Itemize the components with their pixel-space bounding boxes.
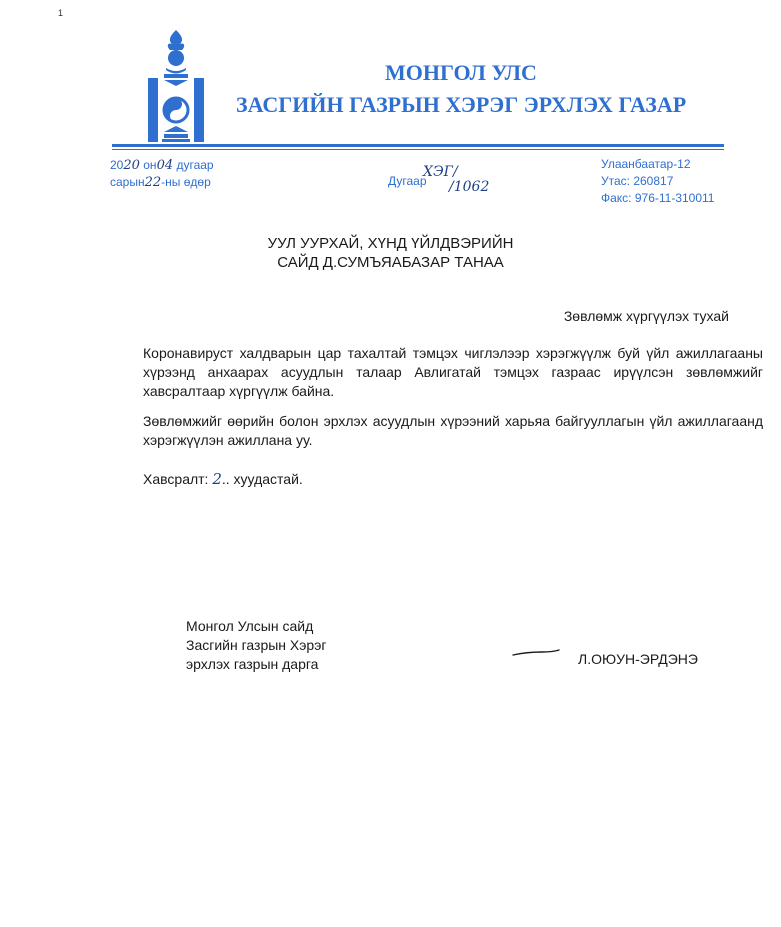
day-handwritten: 22: [144, 175, 162, 190]
addressee-line-2: САЙД Д.СУМЪЯАБАЗАР ТАНАА: [277, 254, 504, 271]
letter-subject: Зөвлөмж хүргүүлэх тухай: [563, 308, 729, 324]
letterhead-rule-thick: [112, 144, 724, 147]
month-suffix-label: сарын: [110, 175, 145, 189]
signer-name: Л.ОЮУН-ЭРДЭНЭ: [578, 651, 698, 667]
handwritten-signature: [512, 646, 560, 660]
year-handwritten: 20: [123, 158, 140, 173]
attachment-suffix: .. хуудастай.: [221, 471, 303, 487]
month-label: дугаар: [176, 158, 214, 172]
reference-number-line-2: /1062: [449, 179, 490, 195]
year-label: он: [143, 158, 157, 172]
contact-fax: Факс: 976-11-310011: [601, 191, 715, 205]
year-prefix: 20: [110, 158, 124, 172]
corner-page-mark: 1: [58, 8, 64, 18]
signatory-title-line-3: эрхлэх газрын дарга: [186, 656, 319, 672]
reference-label: Дугаар: [388, 174, 427, 188]
soyombo-state-emblem-icon: [140, 28, 212, 146]
letterhead-country: МОНГОЛ УЛС: [385, 60, 537, 85]
letterhead-office-name: ЗАСГИЙН ГАЗРЫН ХЭРЭГ ЭРХЛЭХ ГАЗАР: [236, 92, 687, 117]
reference-number-handwritten: [423, 165, 489, 195]
signatory-title-line-1: Монгол Улсын сайд: [186, 618, 314, 634]
month-handwritten: 04: [156, 158, 174, 173]
issue-date-line-1: [110, 157, 214, 174]
attachment-label: Хавсралт:: [143, 471, 213, 487]
contact-block: [601, 156, 714, 207]
contact-address: Улаанбаатар-12: [601, 157, 691, 171]
body-paragraph-2: Зөвлөмжийг өөрийн болон эрхлэх асуудлын хүрээний харьяа байгууллагын үйл ажиллагаанд хэрэгжүүлэн ажиллана уу.: [143, 413, 763, 448]
addressee-line-1: УУЛ УУРХАЙ, ХҮНД ҮЙЛДВЭРИЙН: [267, 235, 514, 252]
reference-number-line-1: ХЭГ/: [423, 164, 458, 180]
attachment-line: [143, 470, 303, 489]
contact-phone: Утас: 260817: [601, 174, 674, 188]
letterhead-rule-thin: [112, 149, 724, 150]
body-paragraph-1: Коронавируст халдварын цар тахалтай тэмцэх чиглэлээр хэрэгжүүлж буй үйл ажиллагааны хүрээнд анхаарах асуудлын талаар Авлигатай тэмцэх газраас ирүүлсэн зөвлөмжийг хавсралтаар хүргүүлж байна.: [143, 345, 763, 399]
day-label: -ны өдөр: [161, 175, 211, 189]
signatory-title-line-2: Засгийн газрын Хэрэг: [186, 637, 327, 653]
attachment-count-handwritten: 2: [212, 470, 222, 488]
signatory-title: [186, 617, 329, 674]
issue-date-line-2: [110, 174, 211, 191]
